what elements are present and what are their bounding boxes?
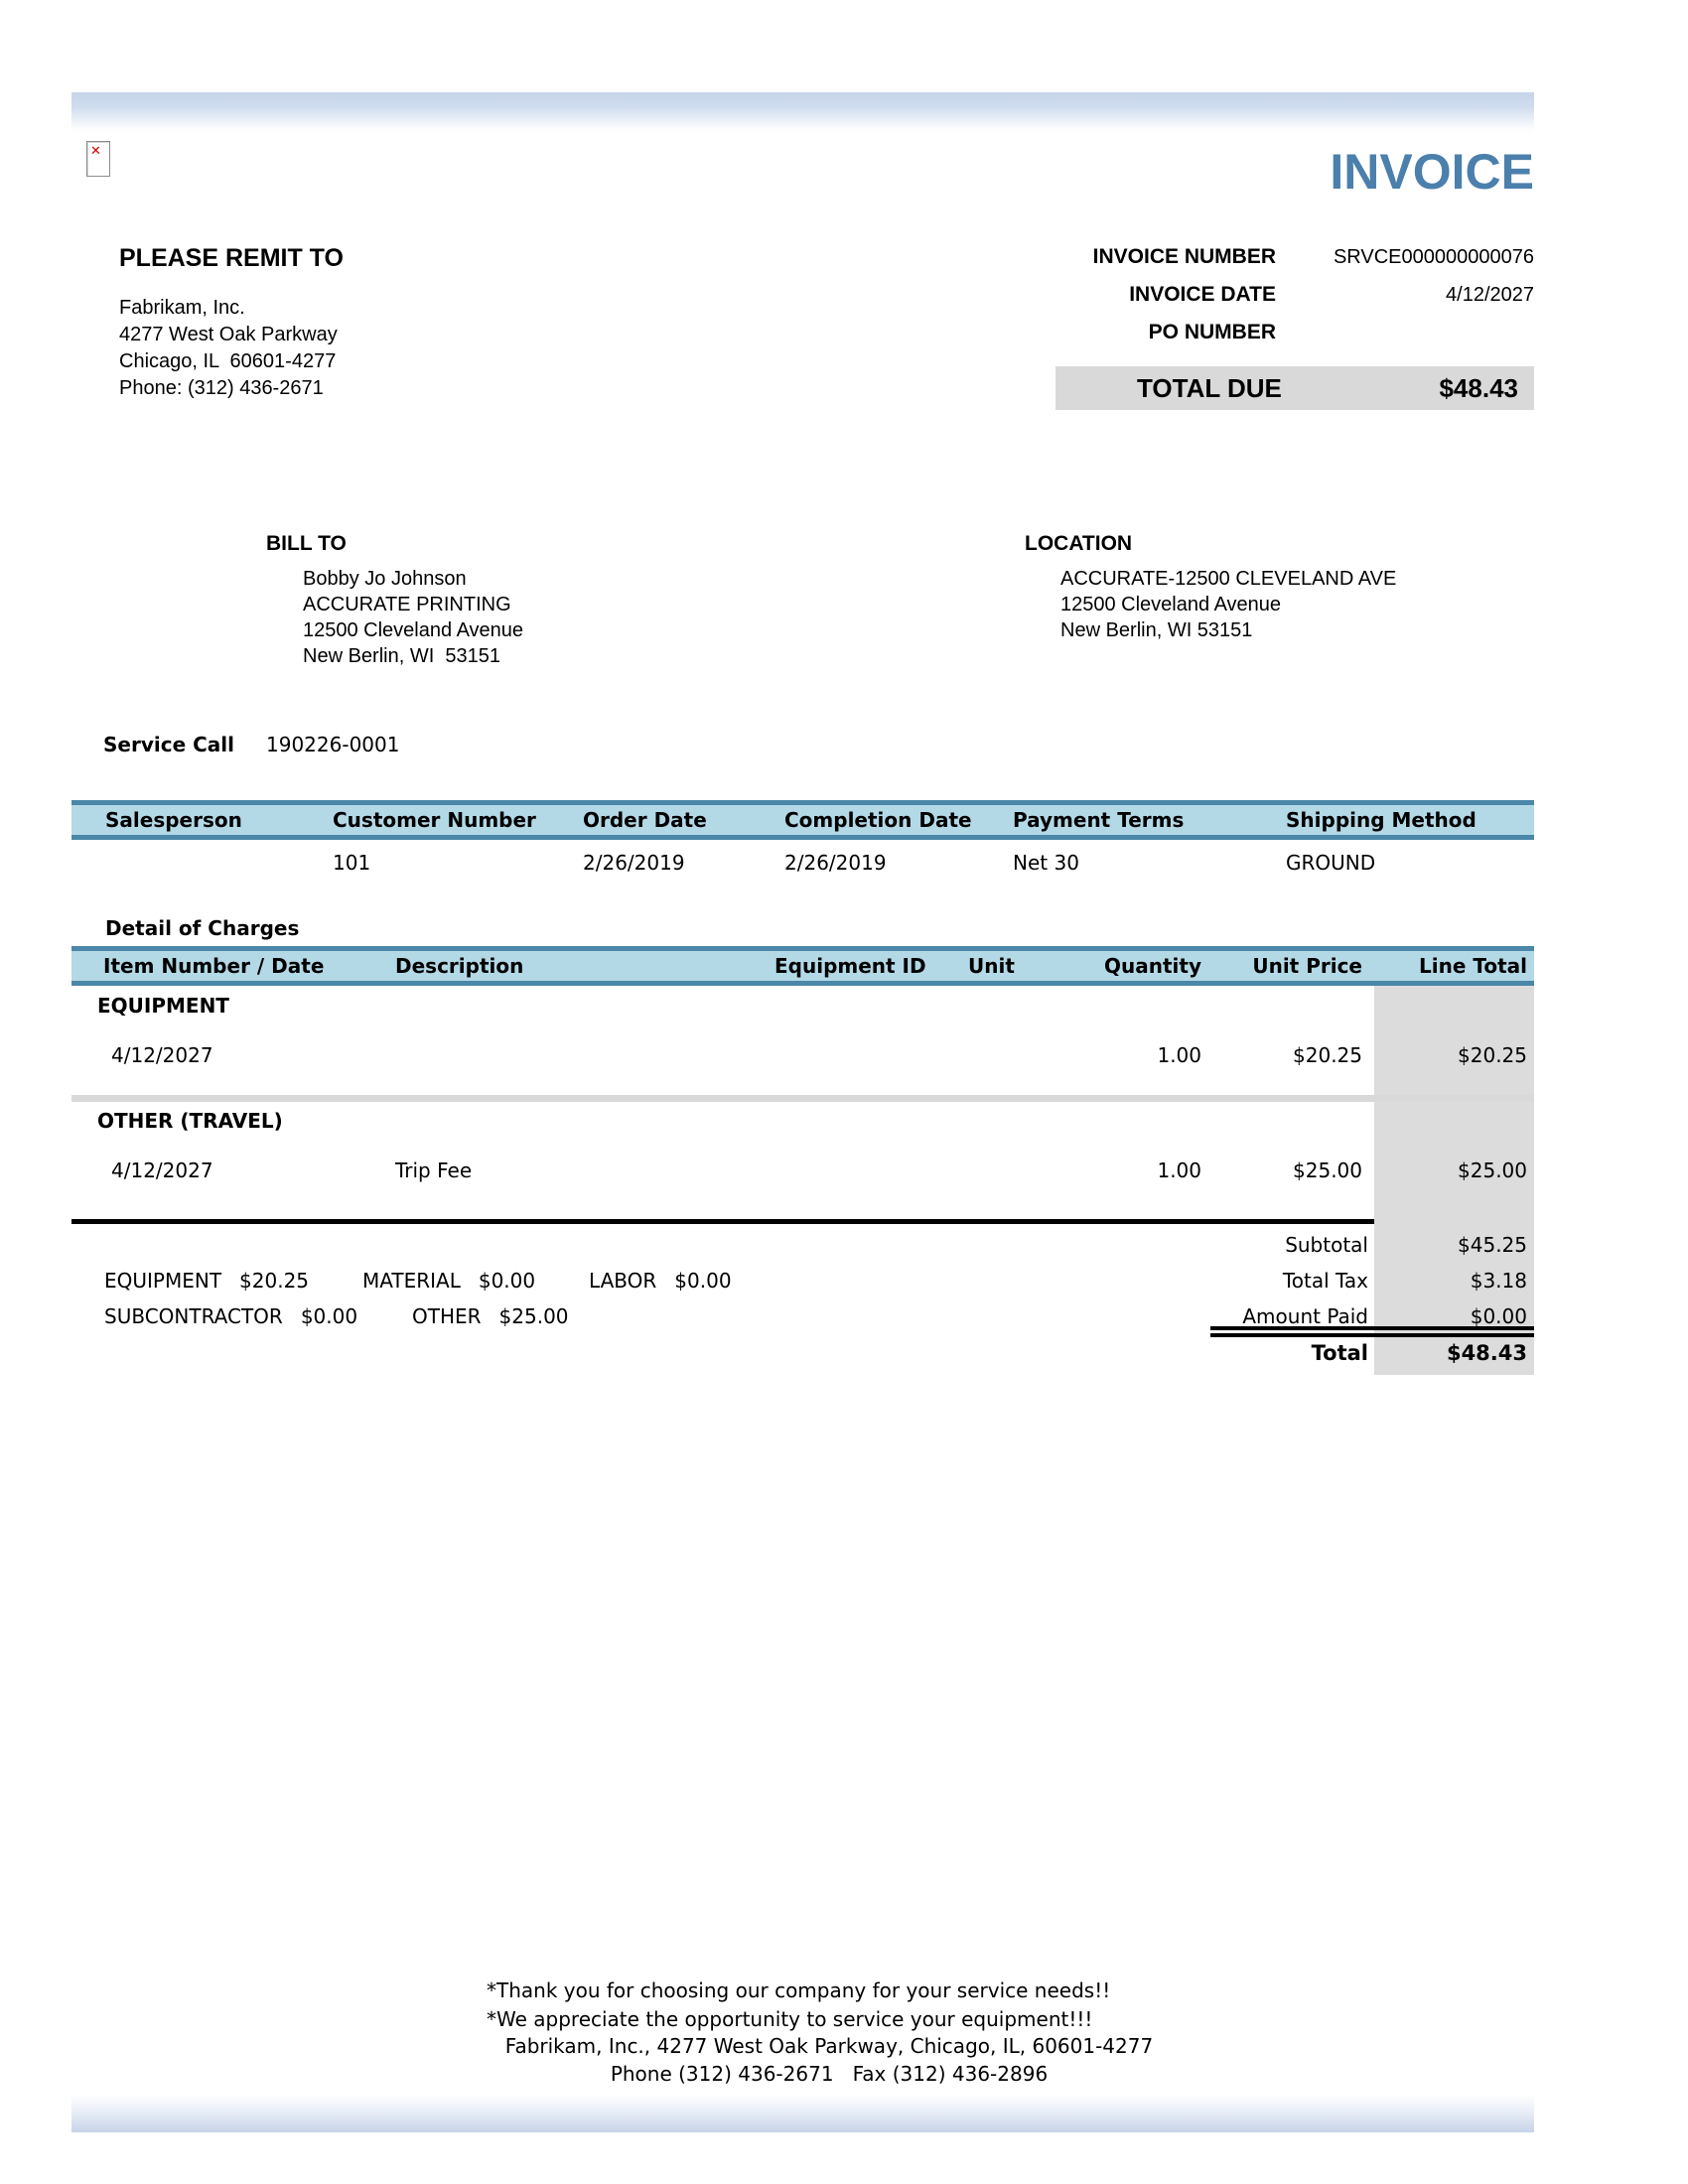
charges-table-header-bar (71, 946, 1534, 986)
order-header-shipping-method: Shipping Method (1286, 808, 1477, 832)
charge-row-line-total: $25.00 (1458, 1159, 1527, 1182)
amount-paid-value: $0.00 (1470, 1304, 1527, 1328)
charges-group-label: EQUIPMENT (97, 994, 229, 1018)
summary-labor-label: LABOR (589, 1269, 657, 1293)
charges-header-unit: Unit (968, 954, 1015, 978)
charge-row-date: 4/12/2027 (111, 1159, 213, 1182)
top-gradient-band (71, 92, 1534, 134)
invoice-number-label: INVOICE NUMBER (1092, 245, 1276, 268)
total-tax-value: $3.18 (1470, 1269, 1527, 1293)
order-header-salesperson: Salesperson (105, 808, 242, 832)
total-due-bar (1055, 366, 1534, 410)
charges-header-unit-price: Unit Price (1252, 954, 1362, 978)
total-value: $48.43 (1446, 1341, 1527, 1365)
order-table-header-bar (71, 800, 1534, 840)
bill-to-line: ACCURATE PRINTING (303, 594, 511, 615)
order-header-customer-number: Customer Number (333, 808, 536, 832)
summary-equipment (104, 1268, 309, 1294)
remit-heading: PLEASE REMIT TO (119, 244, 344, 272)
subtotal-value: $45.25 (1458, 1233, 1527, 1257)
charge-row-quantity: 1.00 (1157, 1043, 1201, 1067)
invoice-title: INVOICE (1330, 144, 1534, 200)
remit-line: Fabrikam, Inc. (119, 297, 245, 319)
bill-to-line: 12500 Cleveland Avenue (303, 619, 524, 641)
bill-to-line: Bobby Jo Johnson (303, 568, 467, 590)
subtotal-label: Subtotal (1285, 1233, 1368, 1257)
charge-row-quantity: 1.00 (1157, 1159, 1201, 1182)
group-separator (71, 1095, 1534, 1102)
order-payment-terms: Net 30 (1013, 851, 1079, 875)
bottom-gradient-band (71, 2095, 1534, 2132)
footer-note-line: *We appreciate the opportunity to service your equipment!!! (487, 2007, 1093, 2031)
summary-subcontractor (104, 1303, 357, 1329)
summary-other (412, 1303, 569, 1329)
charge-row-description: Trip Fee (395, 1159, 473, 1182)
total-due-label: TOTAL DUE (1137, 373, 1282, 403)
total-due-value: $48.43 (1439, 373, 1518, 403)
charges-header-line-total: Line Total (1418, 954, 1527, 978)
remit-line: Chicago, IL 60601-4277 (119, 350, 337, 372)
location-line: 12500 Cleveland Avenue (1060, 594, 1282, 615)
charges-header-quantity: Quantity (1104, 954, 1201, 978)
summary-material-value: $0.00 (478, 1269, 536, 1293)
charges-heading: Detail of Charges (105, 916, 300, 940)
bill-to-address-block (303, 566, 523, 669)
summary-subcontractor-value: $0.00 (300, 1304, 358, 1328)
charges-header-item-date: Item Number / Date (103, 954, 325, 978)
order-header-order-date: Order Date (583, 808, 707, 832)
order-completion-date: 2/26/2019 (784, 851, 887, 875)
charge-row-unit-price: $20.25 (1293, 1043, 1362, 1067)
summary-labor-value: $0.00 (674, 1269, 732, 1293)
service-call-label: Service Call (103, 733, 234, 756)
footer-notes (487, 1977, 1110, 2034)
total-tax-label: Total Tax (1282, 1269, 1368, 1293)
order-header-completion-date: Completion Date (784, 808, 972, 832)
remit-line: 4277 West Oak Parkway (119, 324, 338, 345)
charges-header-description: Description (395, 954, 524, 978)
invoice-date-value: 4/12/2027 (1446, 284, 1534, 306)
total-label: Total (1311, 1341, 1368, 1365)
charge-row-date: 4/12/2027 (111, 1043, 213, 1067)
footer-note-line: *Thank you for choosing our company for your service needs!! (487, 1979, 1111, 2002)
bill-to-heading: BILL TO (266, 532, 347, 555)
summary-equipment-value: $20.25 (239, 1269, 310, 1293)
summary-material (362, 1268, 535, 1294)
location-line: ACCURATE-12500 CLEVELAND AVE (1060, 568, 1397, 590)
order-header-payment-terms: Payment Terms (1013, 808, 1185, 832)
charge-row-unit-price: $25.00 (1293, 1159, 1362, 1182)
totals-top-rule (71, 1219, 1374, 1224)
footer-company-line: Fabrikam, Inc., 4277 West Oak Parkway, Chicago, IL, 60601-4277 (504, 2034, 1154, 2058)
location-line: New Berlin, WI 53151 (1060, 619, 1253, 641)
charges-group-label: OTHER (TRAVEL) (97, 1109, 283, 1133)
invoice-number-value: SRVCE000000000076 (1333, 246, 1534, 268)
summary-equipment-label: EQUIPMENT (104, 1269, 222, 1293)
amount-paid-label: Amount Paid (1242, 1304, 1368, 1328)
location-heading: LOCATION (1025, 532, 1133, 555)
remit-address-block (119, 295, 338, 402)
broken-image-icon (86, 141, 110, 177)
order-customer-number: 101 (333, 851, 371, 875)
footer-phone-line: Phone (312) 436-2671 Fax (312) 436-2896 (610, 2062, 1049, 2086)
remit-line: Phone: (312) 436-2671 (119, 377, 324, 399)
order-shipping-method: GROUND (1286, 851, 1376, 875)
invoice-date-label: INVOICE DATE (1129, 283, 1276, 306)
charge-row-line-total: $20.25 (1458, 1043, 1527, 1067)
total-double-rule (1210, 1326, 1534, 1337)
summary-subcontractor-label: SUBCONTRACTOR (104, 1304, 283, 1328)
broken-image-x-icon: ✕ (90, 144, 101, 159)
po-number-label: PO NUMBER (1148, 321, 1276, 343)
location-address-block (1060, 566, 1396, 643)
summary-other-value: $25.00 (498, 1304, 569, 1328)
summary-labor (589, 1268, 732, 1294)
charges-header-equipment-id: Equipment ID (774, 954, 926, 978)
order-order-date: 2/26/2019 (583, 851, 685, 875)
bill-to-line: New Berlin, WI 53151 (303, 645, 500, 667)
service-call-number: 190226-0001 (266, 733, 400, 756)
summary-other-label: OTHER (412, 1304, 482, 1328)
summary-material-label: MATERIAL (362, 1269, 461, 1293)
footer-company-block (104, 2032, 1554, 2088)
